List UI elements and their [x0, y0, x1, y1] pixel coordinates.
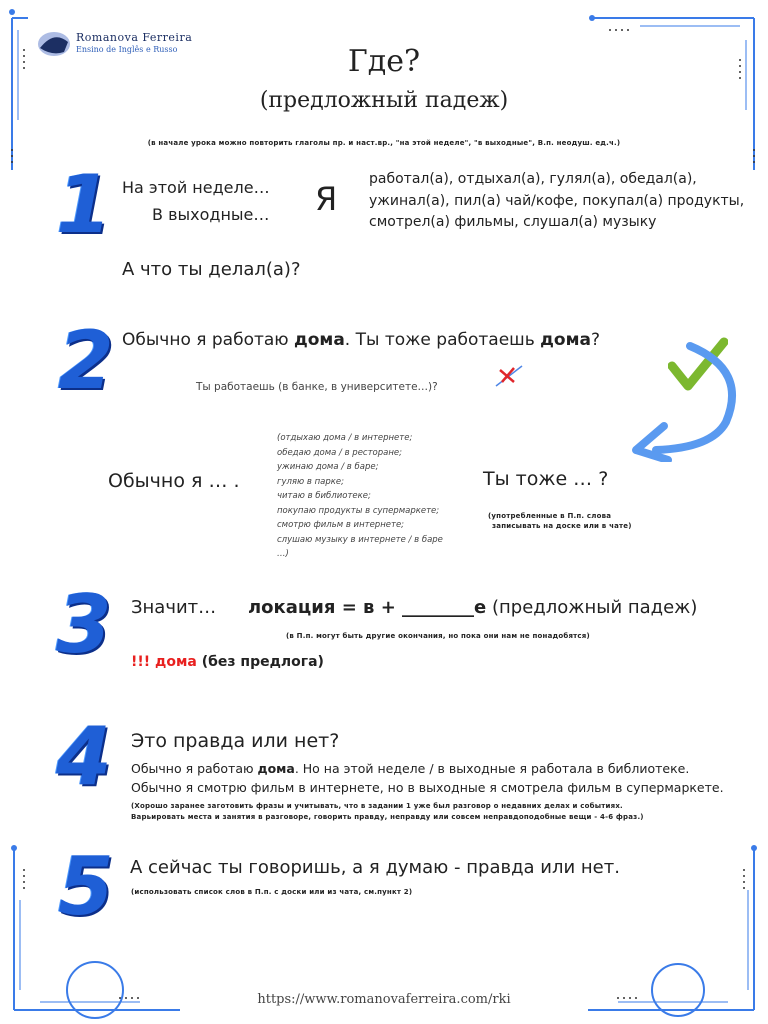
wrong-cross-icon	[494, 362, 526, 388]
step-number-1: 1	[56, 158, 112, 251]
example-line: (отдыхаю дома / в интернете;	[277, 433, 413, 443]
verbs-line-1: работал(а), отдыхал(а), гулял(а), обедал(а),	[369, 171, 697, 187]
rule-case: (предложный падеж)	[486, 597, 698, 618]
sentence-part: . Ты тоже работаешь	[344, 330, 541, 350]
teacher-note: (в начале урока можно повторить глаголы пр. и наст.вр., "на этой неделе", "в выходные", В.п. неодуш. ед.ч.)	[147, 139, 621, 147]
examples-list	[277, 431, 443, 562]
step-number-5: 5	[58, 840, 114, 933]
line-part: Обычно я работаю	[131, 761, 258, 776]
step4-note-1: (Хорошо заранее заготовить фразы и учитывать, что в задании 1 уже был разговор о недавних делах и событиях.	[131, 802, 623, 810]
verbs-line-3: смотрел(а) фильмы, слушал(а) музыку	[369, 214, 657, 230]
step2-sentence	[122, 330, 600, 350]
step3-note: (в П.п. могут быть другие окончания, но пока они нам не понадобятся)	[286, 632, 590, 640]
step-number-4: 4	[56, 710, 112, 803]
bold-doma: дома	[540, 330, 591, 350]
page-subtitle: (предложный падеж)	[259, 88, 509, 113]
wrong-example: Ты работаешь (в банке, в университете…)?	[196, 381, 438, 393]
brand-tagline: Ensino de Inglês e Russo	[76, 45, 178, 54]
step4-line-1	[131, 761, 689, 776]
exception-rule	[131, 654, 324, 670]
verbs-line-2: ужинал(а), пил(а) чай/кофе, покупал(а) продукты,	[369, 193, 745, 209]
pronoun-ya: Я	[315, 180, 338, 218]
line-part: . Но на этой неделе / в выходные я работала в библиотеке.	[294, 761, 690, 776]
exception-mark: !!! дома	[131, 654, 197, 670]
rule-formula: локация = в + ________е	[248, 597, 487, 618]
curved-arrow-icon	[628, 340, 748, 462]
example-line: покупаю продукты в супермаркете;	[277, 505, 440, 516]
footer-url[interactable]: https://www.romanovaferreira.com/rki	[257, 992, 511, 1007]
example-line: гуляю в парке;	[277, 476, 344, 487]
brand-name: Romanova Ferreira	[76, 31, 193, 44]
example-line: слушаю музыку в интернете / в баре	[277, 534, 443, 545]
board-note-1: (употребленные в П.п. слова	[488, 512, 612, 520]
example-line: …)	[277, 549, 289, 559]
bold-doma: дома	[294, 330, 345, 350]
example-line: обедаю дома / в ресторане;	[277, 447, 402, 458]
example-line: смотрю фильм в интернете;	[277, 520, 405, 530]
pattern-left: Обычно я … .	[108, 470, 240, 492]
example-line: читаю в библиотеке;	[277, 491, 371, 501]
time-phrase-1: На этой неделе…	[122, 178, 270, 197]
step-number-2: 2	[58, 314, 114, 407]
example-line: ужинаю дома / в баре;	[277, 462, 379, 472]
step4-heading: Это правда или нет?	[131, 730, 340, 752]
sentence-part: Обычно я работаю	[122, 330, 295, 350]
step5-note: (использовать список слов в П.п. с доски или из чата, см.пункт 2)	[131, 888, 413, 896]
page-title: Где?	[347, 44, 421, 79]
sentence-part: ?	[590, 330, 600, 350]
step4-line-2: Обычно я смотрю фильм в интернете, но в выходные я смотрела фильм в супермаркете.	[131, 780, 724, 795]
step1-question: А что ты делал(а)?	[122, 259, 301, 280]
pattern-right: Ты тоже … ?	[483, 468, 609, 490]
step4-note-2: Варьировать места и занятия в разговоре, говорить правду, неправду или совсем неправдоподобные вещи - 4-6 фраз.)	[131, 813, 644, 821]
exception-rest: (без предлога)	[196, 654, 324, 670]
step3-lead: Значит…	[131, 597, 217, 618]
step3-rule	[248, 597, 697, 618]
step-number-3: 3	[56, 578, 112, 671]
bold-doma: дома	[257, 761, 295, 776]
board-note-2: записывать на доске или в чате)	[492, 522, 632, 530]
step5-heading: А сейчас ты говоришь, а я думаю - правда или нет.	[130, 857, 620, 878]
time-phrase-2: В выходные…	[152, 205, 270, 224]
